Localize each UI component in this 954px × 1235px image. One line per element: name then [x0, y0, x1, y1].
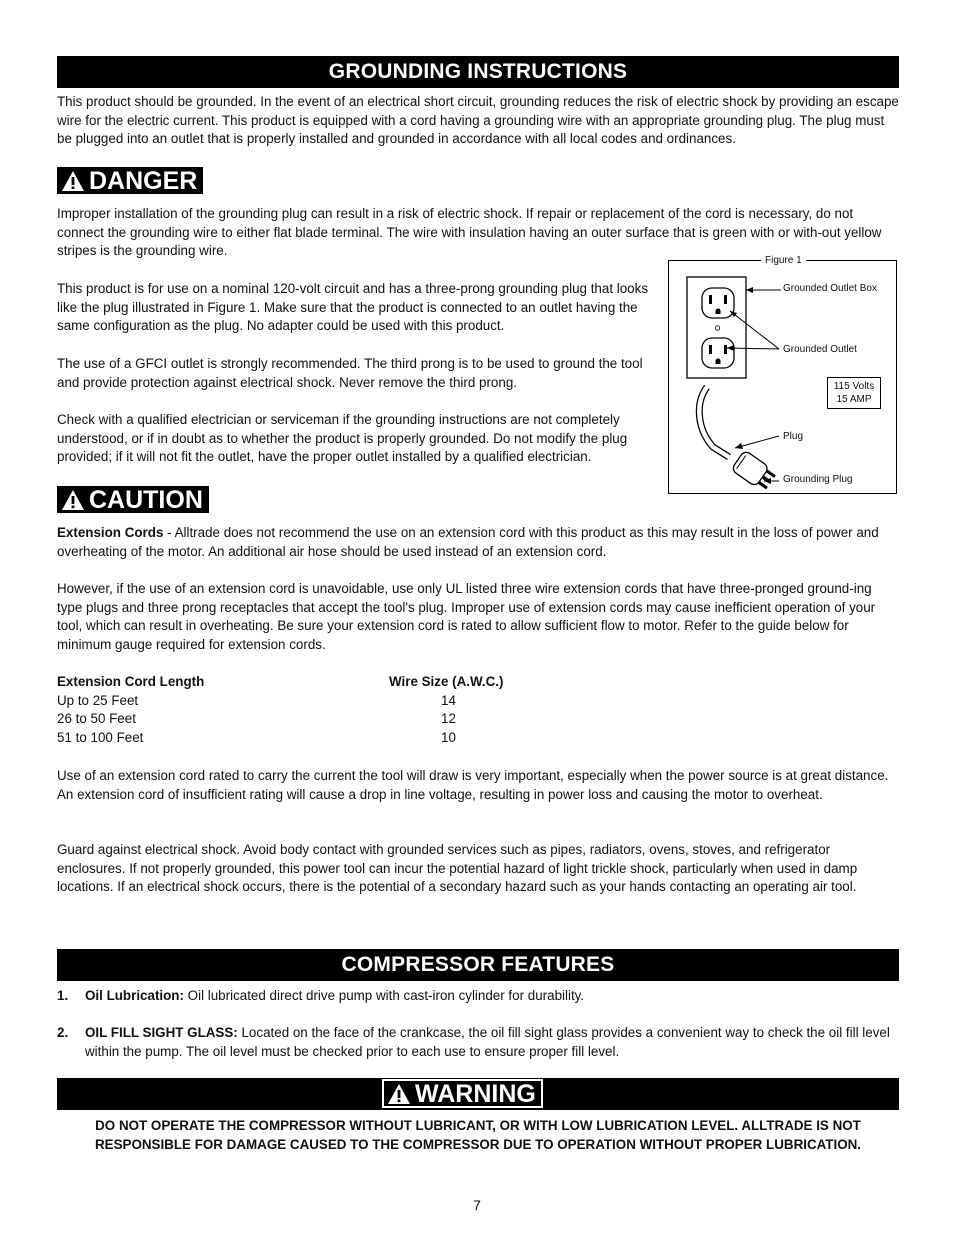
- feature-item-1: [57, 987, 899, 1006]
- danger-text: DANGER: [89, 166, 198, 195]
- danger-paragraph-3: The use of a GFCI outlet is strongly recommended. The third prong is to be used to ground the tool and provide protection against electrical shock. Never remove the third prong.: [57, 356, 643, 390]
- label-plug: Plug: [783, 431, 804, 442]
- feature-body: Oil lubricated direct drive pump with cast-iron cylinder for durability.: [183, 988, 585, 1003]
- cell-size: 10: [441, 729, 456, 745]
- caution-text: CAUTION: [89, 485, 203, 514]
- feature-body: Located on the face of the crankcase, the oil fill sight glass provides a convenient way to check the oil fill level within the pump. The oil level must be checked prior to each use to ensure proper fill level.: [85, 1025, 890, 1059]
- warning-label: [382, 1079, 543, 1108]
- label-grounding-plug: Grounding Plug: [783, 474, 853, 485]
- danger-paragraph-2: This product is for use on a nominal 120-volt circuit and has a three-prong grounding plug that looks like the plug illustrated in Figure 1. Make sure that the product is connected to an outlet having the same configuration as the plug. No adapter could be used with this product.: [57, 281, 649, 334]
- caution-paragraph-4: Guard against electrical shock. Avoid body contact with grounded services such as pipes, radiators, ovens, stoves, and refrigerator enclosures. If not properly grounded, this power tool can incur the potential hazard of light trickle shock, particularly when used in damp locations. If an electrical shock occurs, there is the potential of a secondary hazard such as your hands contacting an operating air tool.: [57, 842, 858, 895]
- features-title: COMPRESSOR FEATURES: [341, 953, 615, 976]
- extension-cords-text: - Alltrade does not recommend the use on an extension cord with this product as this may result in the loss of power and overheating of the motor. An additional air hose should be used instead of an extension cord.: [57, 525, 879, 559]
- feature-lead: OIL FILL SIGHT GLASS:: [85, 1025, 238, 1040]
- figure-1: [668, 255, 897, 494]
- cell-length: 26 to 50 Feet: [57, 711, 136, 727]
- header-wire-size: Wire Size (A.W.C.): [389, 674, 504, 689]
- table-row: [57, 710, 503, 729]
- figure-caption: Figure 1: [761, 255, 806, 267]
- warning-bar: [57, 1078, 899, 1110]
- cell-length: 51 to 100 Feet: [57, 729, 144, 745]
- caution-label: [57, 486, 209, 513]
- feature-text: [85, 987, 899, 1006]
- caution-paragraph-1: [57, 524, 899, 561]
- table-row: [57, 729, 503, 748]
- feature-number: 2.: [57, 1025, 69, 1040]
- caution-paragraph-2: However, if the use of an extension cord is unavoidable, use only UL listed three wire extension cords that have three-pronged ground-ing type plugs and three prong receptacles that accept the tool's plug. Improper use of extension cords may cause inefficient operation of your tool, which can result in overheating. Be sure your extension cord is rated to allow sufficient flow to motor. Refer to the guide below for minimum gauge required for extension cords.: [57, 581, 876, 652]
- cell-size: 14: [441, 692, 456, 708]
- label-grounded-outlet: Grounded Outlet: [783, 344, 857, 355]
- grounding-intro: This product should be grounded. In the event of an electrical short circuit, grounding reduces the risk of electric shock by providing an escape wire for the electric current. This product is equipped with a cord having a grounding wire with an appropriate grounding plug. The plug must be plugged into an outlet that is properly installed and grounded in accordance with all local codes and ordinances.: [57, 94, 899, 147]
- warning-triangle-icon: [61, 170, 85, 192]
- warning-message: DO NOT OPERATE THE COMPRESSOR WITHOUT LUBRICANT, OR WITH LOW LUBRICATION LEVEL. ALLTRADE IS NOT RESPONSIBLE FOR DAMAGE CAUSED TO THE COMPRESSOR DUE TO OPERATION WITHOUT PROPER LUBRICATION.: [94, 1118, 862, 1152]
- header-cord-length: Extension Cord Length: [57, 674, 205, 689]
- rating-box: [827, 377, 881, 409]
- warning-triangle-icon: [387, 1083, 411, 1105]
- warning-text: WARNING: [415, 1079, 536, 1108]
- feature-lead: Oil Lubrication:: [85, 988, 184, 1003]
- cell-size: 12: [441, 711, 456, 727]
- feature-text: [85, 1024, 899, 1061]
- page-number: 7: [473, 1197, 481, 1213]
- features-header: [57, 949, 899, 981]
- rating-volts: 115 Volts: [833, 381, 875, 392]
- table-header-row: [57, 673, 503, 692]
- warning-triangle-icon: [61, 489, 85, 511]
- feature-item-2: [57, 1024, 899, 1061]
- grounding-header: [57, 56, 899, 88]
- danger-paragraph-4: Check with a qualified electrician or serviceman if the grounding instructions are not completely understood, or if in doubt as to whether the product is properly grounded. Do not modify the plug provided; if it will not fit the outlet, have the proper outlet installed by a qualified electrician.: [57, 412, 628, 465]
- caution-paragraph-3: Use of an extension cord rated to carry the current the tool will draw is very important, especially when the power source is at great distance. An extension cord of insufficient rating will cause a drop in line voltage, resulting in power loss and causing the motor to overheat.: [57, 768, 889, 802]
- danger-label: [57, 167, 203, 194]
- extension-cord-table: [57, 673, 503, 747]
- danger-paragraph-1: Improper installation of the grounding plug can result in a risk of electric shock. If repair or replacement of the cord is necessary, do not connect the grounding wire to either flat blade terminal. The wire with insulation having an outer surface that is green with or with-out yellow stripes is the grounding wire.: [57, 206, 882, 259]
- grounding-title: GROUNDING INSTRUCTIONS: [328, 60, 628, 83]
- label-grounded-outlet-box: Grounded Outlet Box: [783, 283, 877, 294]
- cell-length: Up to 25 Feet: [57, 692, 139, 708]
- rating-amps: 15 AMP: [836, 394, 872, 405]
- feature-number: 1.: [57, 988, 69, 1003]
- table-row: [57, 692, 503, 711]
- extension-cords-lead: Extension Cords: [57, 525, 164, 540]
